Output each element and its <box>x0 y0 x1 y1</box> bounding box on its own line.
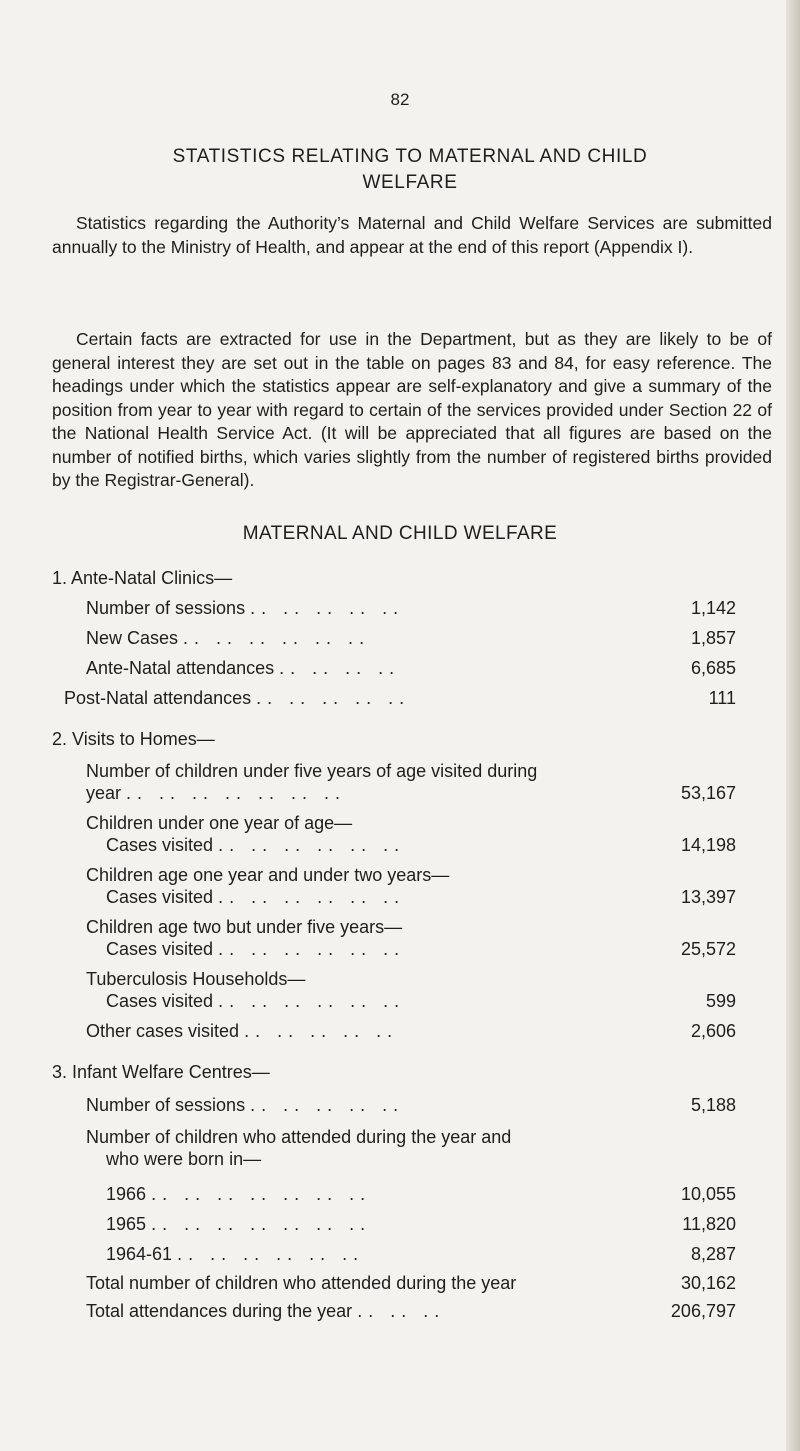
row-label <box>64 687 410 709</box>
section-heading: MATERNAL AND CHILD WELFARE <box>242 523 558 544</box>
row-value: 53,167 <box>680 783 736 803</box>
row-text: 1964-61 <box>106 1244 173 1264</box>
row-text: Cases visited <box>106 991 214 1011</box>
row-value: 2,606 <box>690 1021 736 1041</box>
row-label <box>86 1300 445 1322</box>
leader-dots: .. .. .. .. .. .. <box>218 887 406 907</box>
title-line-2: WELFARE <box>362 172 458 193</box>
leader-dots: .. .. .. .. .. .. .. <box>126 783 347 803</box>
row-text: Number of sessions <box>86 1095 246 1115</box>
row-label-line: who were born in— <box>106 1149 262 1169</box>
row-text: Other cases visited <box>86 1021 240 1041</box>
section-2-heading: 2. Visits to Homes— <box>52 729 215 749</box>
row-text: year <box>86 783 122 803</box>
row-text: Ante-Natal attendances <box>86 658 275 678</box>
explanation-paragraph: Certain facts are extracted for use in the Department, but as they are likely to be of general interest they are set out in the table on pages 83 and 84, for easy reference. The headings under which the statistics appear are self-explanatory and give a summary of the position from year to year with regard to certain of the services provided under Section 22 of the National Health Service Act. (It will be appreciated that all figures are based on the number of notified births, which varies slightly from the number of registered births provided by the Registrar-General). <box>52 329 772 490</box>
row-value: 1,142 <box>690 598 736 618</box>
title-line-1: STATISTICS RELATING TO MATERNAL AND CHILD <box>172 146 648 167</box>
row-text: Cases visited <box>106 887 214 907</box>
row-value: 11,820 <box>682 1214 736 1234</box>
leader-dots: .. .. .. .. .. <box>256 688 411 708</box>
row-label <box>86 657 400 679</box>
row-text: Number of sessions <box>86 598 246 618</box>
row-label <box>106 834 405 856</box>
page-title <box>40 144 780 196</box>
leader-dots: .. .. .. .. .. .. .. <box>151 1214 372 1234</box>
row-label <box>86 1094 404 1116</box>
row-value: 206,797 <box>670 1301 736 1321</box>
row-label: Total number of children who attended during the year <box>86 1273 517 1293</box>
row-label <box>86 782 346 804</box>
row-label <box>106 1183 371 1205</box>
row-label <box>106 1243 364 1265</box>
row-label <box>86 627 370 649</box>
leader-dots: .. .. .. .. .. <box>250 598 405 618</box>
row-value: 10,055 <box>680 1184 736 1204</box>
leader-dots: .. .. .. .. .. <box>250 1095 405 1115</box>
row-value: 25,572 <box>680 939 736 959</box>
leader-dots: .. .. .. .. <box>279 658 401 678</box>
row-value: 111 <box>708 688 736 708</box>
page-number: 82 <box>390 90 410 109</box>
row-text: Cases visited <box>106 835 214 855</box>
row-label-line: Children age two but under five years— <box>86 917 403 937</box>
row-text: 1965 <box>106 1214 147 1234</box>
row-text: 1966 <box>106 1184 147 1204</box>
row-value: 8,287 <box>690 1244 736 1264</box>
row-label-line: Tuberculosis Households— <box>86 969 306 989</box>
row-label <box>86 597 404 619</box>
row-text: Total attendances during the year <box>86 1301 353 1321</box>
row-text: Cases visited <box>106 939 214 959</box>
row-text: Post-Natal attendances <box>64 688 252 708</box>
row-label <box>106 1213 371 1235</box>
leader-dots: .. .. .. <box>357 1301 446 1321</box>
row-label-line: Number of children under five years of age visited during <box>86 761 538 781</box>
intro-paragraph: Statistics regarding the Authority’s Maternal and Child Welfare Services are submitted annually to the Ministry of Health, and appear at the end of this report (Appendix I). <box>52 213 772 257</box>
page-edge <box>786 0 800 1451</box>
leader-dots: .. .. .. .. .. .. <box>218 835 406 855</box>
row-value: 14,198 <box>680 835 736 855</box>
row-label <box>106 886 405 908</box>
section-1-heading: 1. Ante-Natal Clinics— <box>52 568 233 588</box>
leader-dots: .. .. .. .. .. .. <box>218 991 406 1011</box>
leader-dots: .. .. .. .. .. .. <box>183 628 371 648</box>
leader-dots: .. .. .. .. .. <box>244 1021 399 1041</box>
section-3-heading: 3. Infant Welfare Centres— <box>52 1062 270 1082</box>
row-value: 1,857 <box>690 628 736 648</box>
row-label-line: Children age one year and under two years— <box>86 865 450 885</box>
row-text: New Cases <box>86 628 179 648</box>
row-value: 30,162 <box>680 1273 736 1293</box>
row-label <box>106 990 405 1012</box>
leader-dots: .. .. .. .. .. .. <box>177 1244 365 1264</box>
leader-dots: .. .. .. .. .. .. .. <box>151 1184 372 1204</box>
row-label-line: Number of children who attended during the year and <box>86 1127 512 1147</box>
row-value: 13,397 <box>680 887 736 907</box>
row-label <box>86 1020 398 1042</box>
row-value: 6,685 <box>690 658 736 678</box>
row-value: 5,188 <box>690 1095 736 1115</box>
row-label <box>106 938 405 960</box>
row-value: 599 <box>705 991 736 1011</box>
leader-dots: .. .. .. .. .. .. <box>218 939 406 959</box>
row-label-line: Children under one year of age— <box>86 813 353 833</box>
